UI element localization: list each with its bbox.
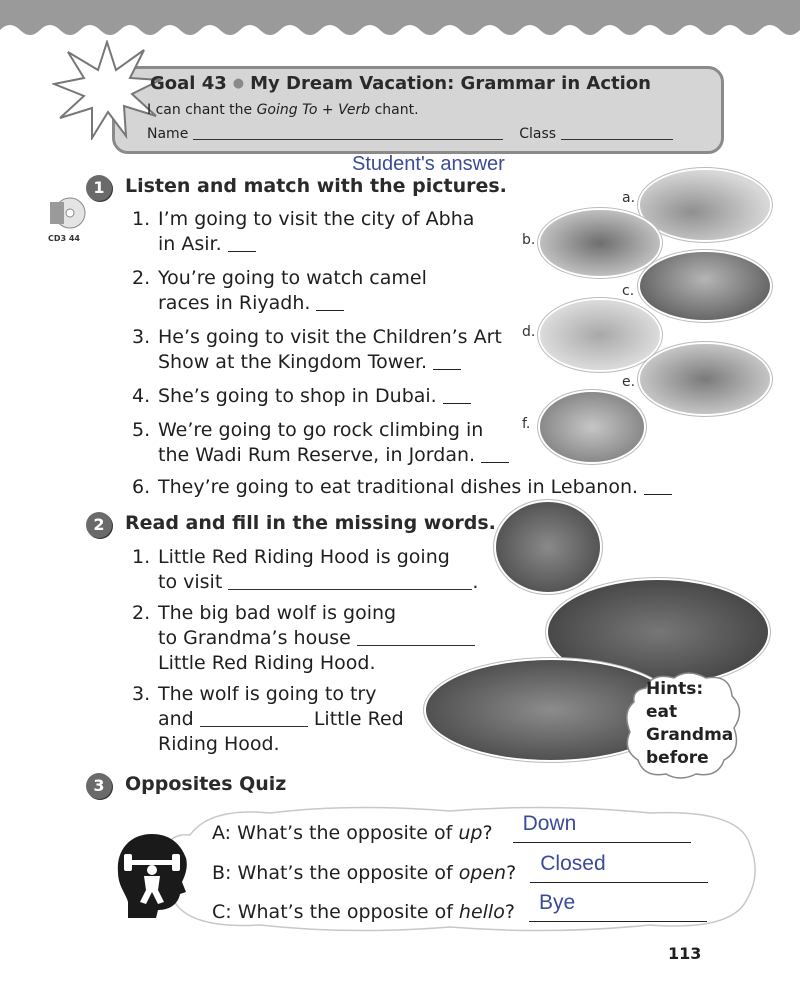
dishes-picture bbox=[540, 210, 660, 276]
picture-letter-a: a. bbox=[622, 190, 636, 206]
answer-blank[interactable] bbox=[433, 369, 461, 370]
list-item: 5. We’re going to go rock climbing in the Wadi Rum Reserve, in Jordan. bbox=[132, 418, 512, 468]
goal-title: Goal 43 ● My Dream Vacation: Grammar in Action bbox=[150, 73, 651, 94]
cd-icon bbox=[42, 196, 90, 236]
name-class-row bbox=[147, 126, 673, 142]
picture-letter-b: b. bbox=[522, 232, 536, 248]
top-wave-border bbox=[0, 0, 800, 42]
hints-box: Hints: eat Grandma before bbox=[646, 679, 734, 768]
quiz-question-c: C: What’s the opposite of hello? Bye bbox=[212, 897, 707, 923]
list-item: 1. Little Red Riding Hood is going to visit . bbox=[132, 546, 479, 593]
name-field[interactable] bbox=[193, 139, 503, 140]
fill-blank[interactable] bbox=[357, 645, 475, 646]
quiz-question-b: B: What’s the opposite of open? Closed bbox=[212, 858, 708, 884]
section-3-number: 3 bbox=[86, 773, 112, 799]
section-1-list bbox=[132, 207, 512, 468]
brain-muscle-icon bbox=[112, 830, 192, 922]
answer-field-c[interactable]: Bye bbox=[529, 897, 707, 922]
answer-field-b[interactable]: Closed bbox=[530, 858, 708, 883]
list-item: 4. She’s going to shop in Dubai. bbox=[132, 384, 512, 409]
quiz-question-a: A: What’s the opposite of up? Down bbox=[212, 818, 691, 844]
name-label: Name bbox=[147, 126, 189, 142]
list-item: 3. He’s going to visit the Children’s Art Show at the Kingdom Tower. bbox=[132, 326, 502, 373]
answer-blank[interactable] bbox=[316, 310, 344, 311]
class-field[interactable] bbox=[561, 139, 673, 140]
picture-letter-d: d. bbox=[522, 324, 536, 340]
starburst-icon bbox=[52, 40, 162, 140]
picture-letter-c: c. bbox=[622, 283, 635, 299]
cd-track-label: CD3 44 bbox=[48, 234, 80, 243]
picture-letter-e: e. bbox=[622, 374, 636, 390]
answer-blank[interactable] bbox=[644, 494, 672, 495]
mall-picture bbox=[640, 252, 770, 320]
section-3-title: Opposites Quiz bbox=[125, 773, 287, 795]
rock-climbing-picture bbox=[540, 392, 644, 462]
picture-letter-f: f. bbox=[522, 416, 531, 432]
class-label: Class bbox=[519, 126, 557, 142]
section-2-title: Read and fill in the missing words. bbox=[125, 512, 496, 534]
answer-blank[interactable] bbox=[481, 462, 509, 463]
answer-blank[interactable] bbox=[443, 403, 471, 404]
goal-subtitle: I can chant the Going To + Verb chant. bbox=[147, 102, 419, 118]
answer-field-a[interactable]: Down bbox=[513, 818, 691, 843]
section-2-number: 2 bbox=[86, 512, 112, 538]
section-1-number: 1 bbox=[86, 175, 112, 201]
student-answer-label: Student's answer bbox=[352, 153, 505, 175]
page-number: 113 bbox=[668, 944, 702, 963]
list-item: 2. You’re going to watch camel races in Riyadh. bbox=[132, 267, 427, 314]
art-show-picture bbox=[640, 344, 770, 414]
list-item: 1. I’m going to visit the city of Abha in Asir. bbox=[132, 208, 475, 255]
camel-race-picture bbox=[640, 170, 770, 240]
abha-city-picture bbox=[540, 300, 660, 370]
fill-blank[interactable] bbox=[200, 726, 308, 727]
list-item: 2. The big bad wolf is going to Grandma’s house Little Red Riding Hood. bbox=[132, 601, 492, 676]
list-item: 3. The wolf is going to try and Little Red Riding Hood. bbox=[132, 683, 404, 755]
section-1-title: Listen and match with the pictures. bbox=[125, 175, 507, 197]
list-item: 6. They’re going to eat traditional dishes in Lebanon. bbox=[132, 475, 672, 500]
red-riding-hood-picture bbox=[496, 502, 600, 592]
answer-blank[interactable] bbox=[228, 251, 256, 252]
fill-blank[interactable] bbox=[228, 589, 472, 590]
